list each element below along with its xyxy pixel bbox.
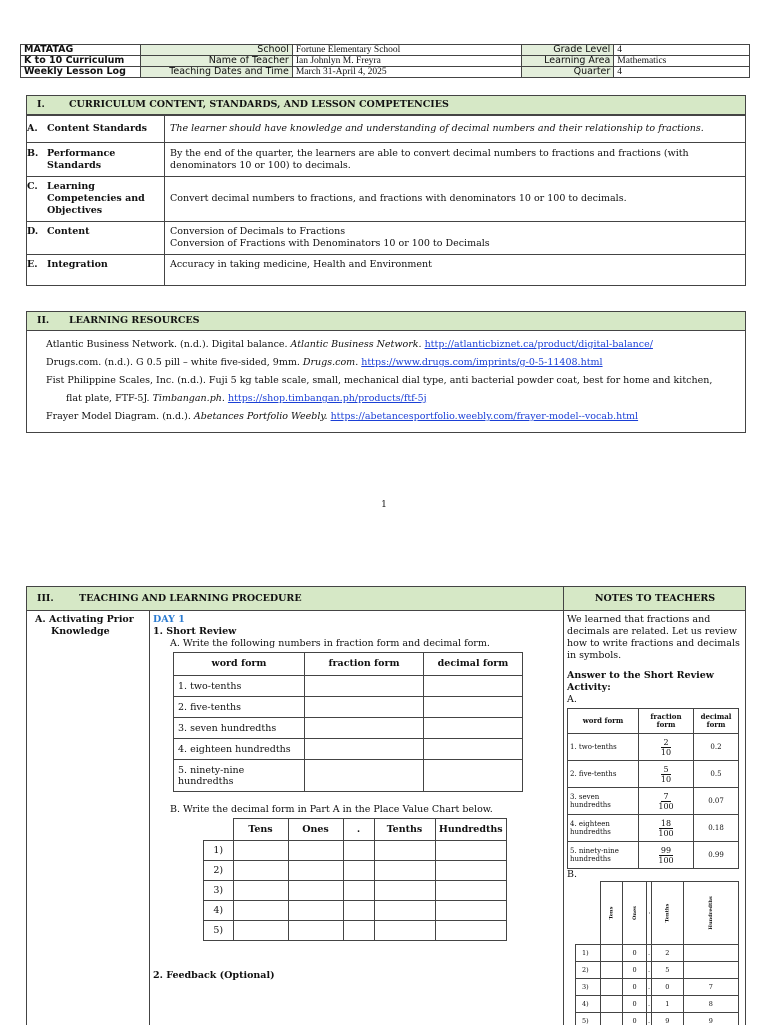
table-row: 4) 0 . 1 8 <box>576 996 739 1013</box>
activating-prior-knowledge-label: A. Activating Prior Knowledge <box>35 614 147 638</box>
fraction: $\frac{7}{100}$ <box>656 792 675 811</box>
table-row: 5) 0 . 9 9 <box>576 1013 739 1025</box>
answer-cell[interactable] <box>305 676 424 697</box>
header-title-line-2: K to 10 Curriculum <box>21 56 141 67</box>
procedure-content <box>153 614 559 650</box>
short-review-heading: 1. Short Review <box>153 626 559 638</box>
reference-link[interactable]: https://abetancesportfolio.weebly.com/frayer-model--vocab.html <box>331 411 639 422</box>
reference-list <box>27 331 745 431</box>
table-row: 1) 0 . 2 <box>576 945 739 962</box>
content-standards-text: The learner should have knowledge and understanding of decimal numbers and their relationship to fractions. <box>165 116 746 143</box>
table-row: 1) <box>204 841 507 861</box>
table-row: 2. five-tenths $\frac{5}{10}$ 0.5 <box>568 761 739 788</box>
short-review-table <box>173 652 523 792</box>
notes-to-teachers-heading: NOTES TO TEACHERS <box>563 587 746 610</box>
answer-key-table-b: Tens Ones . Tenths Hundredths 1) 0 . 2 2) 0 . 5 3) 0 . 0 7 4) 0 . 1 8 5) 0 . 9 9 <box>575 881 739 1025</box>
table-row: 2) <box>204 861 507 881</box>
col-fraction-form: fraction form <box>305 653 424 676</box>
col-word-form: word form <box>174 653 305 676</box>
answer-cell[interactable] <box>305 718 424 739</box>
school-label: School <box>140 45 292 56</box>
table-row: 5. ninety-nine hundredths $\frac{99}{100}$ 0.99 <box>568 842 739 869</box>
answer-cell[interactable] <box>424 739 523 760</box>
place-value-chart <box>203 818 507 941</box>
lesson-log-header <box>20 44 750 78</box>
learning-area-value: Mathematics <box>614 56 750 67</box>
section-1-heading <box>27 96 745 115</box>
integration-label: E. Integration <box>27 255 165 285</box>
col-tens: Tens <box>233 819 288 841</box>
teaching-procedure-section <box>26 586 746 1025</box>
table-row: 3. seven hundredths $\frac{7}{100}$ 0.07 <box>568 788 739 815</box>
fraction: $\frac{99}{100}$ <box>656 846 675 865</box>
table-row: 4. eighteen hundredths <box>174 739 523 760</box>
answer-part-a-label: A. <box>567 694 743 706</box>
learning-area-label: Learning Area <box>522 56 614 67</box>
section-1-title: CURRICULUM CONTENT, STANDARDS, AND LESSON COMPETENCIES <box>69 99 449 110</box>
header-title-line-3: Weekly Lesson Log <box>21 67 141 78</box>
section-2-title: LEARNING RESOURCES <box>69 315 200 326</box>
grade-level-value: 4 <box>614 45 750 56</box>
answer-cell[interactable] <box>424 760 523 792</box>
col-decimal-form: decimal form <box>424 653 523 676</box>
section-3-number: III. <box>37 587 79 610</box>
answer-cell[interactable] <box>424 697 523 718</box>
answer-cell[interactable] <box>305 697 424 718</box>
table-row: 2. five-tenths <box>174 697 523 718</box>
dates-label: Teaching Dates and Time <box>140 67 292 78</box>
curriculum-table <box>27 115 745 285</box>
table-row: 5. ninety-nine hundredths <box>174 760 523 792</box>
reference-link[interactable]: https://shop.timbangan.ph/products/ftf-5j <box>228 393 427 404</box>
quarter-value: 4 <box>614 67 750 78</box>
curriculum-section <box>26 95 746 286</box>
competencies-text: Convert decimal numbers to fractions, and fractions with denominators 10 or 100 to decimals. <box>165 177 746 222</box>
fraction: $\frac{5}{10}$ <box>659 765 673 784</box>
reference-item: Atlantic Business Network. (n.d.). Digital balance. Atlantic Business Network. http://atlanticbiznet.ca/product/digital-balance/ <box>46 336 726 354</box>
content-text: Conversion of Decimals to Fractions Conversion of Fractions with Denominators 10 or 100 to Decimals <box>165 222 746 255</box>
performance-standards-text: By the end of the quarter, the learners are able to convert decimal numbers to fractions and fractions (with denominators 10 or 100) to decimals. <box>165 143 746 177</box>
table-row: 5) <box>204 921 507 941</box>
table-row: 4. eighteen hundredths $\frac{18}{100}$ 0.18 <box>568 815 739 842</box>
col-ones: Ones <box>288 819 343 841</box>
col-hundredths: Hundredths <box>435 819 507 841</box>
section-2-heading <box>27 312 745 331</box>
integration-text: Accuracy in taking medicine, Health and Environment <box>165 255 746 285</box>
table-row: 1. two-tenths <box>174 676 523 697</box>
table-row: 3. seven hundredths <box>174 718 523 739</box>
table-row: 3) 0 . 0 7 <box>576 979 739 996</box>
col-point: . <box>343 819 374 841</box>
page-number: 1 <box>0 500 768 510</box>
teacher-value: Ian Johnlyn M. Freyra <box>292 56 522 67</box>
fraction: $\frac{18}{100}$ <box>656 819 675 838</box>
reference-item: Fist Philippine Scales, Inc. (n.d.). Fuji 5 kg table scale, small, mechanical dial type, anti bacterial powder coat, best for home and kitchen, flat plate, FTF-5J. Timbangan.ph. https://shop.timbangan.ph/products/ftf-5j <box>46 372 726 408</box>
answer-cell[interactable] <box>305 739 424 760</box>
day-label: DAY 1 <box>153 614 559 626</box>
table-row: 3) <box>204 881 507 901</box>
reference-link[interactable]: https://www.drugs.com/imprints/g-0-5-11408.html <box>361 357 602 368</box>
part-b-instruction: B. Write the decimal form in Part A in the Place Value Chart below. <box>170 804 493 816</box>
answer-key-title: Answer to the Short Review Activity: <box>567 670 743 694</box>
section-2-number: II. <box>37 312 69 330</box>
reference-item: Frayer Model Diagram. (n.d.). Abetances Portfolio Weebly. https://abetancesportfolio.weebly.com/frayer-model--vocab.html <box>46 408 726 426</box>
reference-link[interactable]: http://atlanticbiznet.ca/product/digital-balance/ <box>425 339 653 350</box>
performance-standards-label: B. Performance Standards <box>27 143 165 177</box>
section-3-heading <box>27 587 745 611</box>
col-tenths: Tenths <box>374 819 435 841</box>
teacher-label: Name of Teacher <box>140 56 292 67</box>
section-1-number: I. <box>37 96 69 114</box>
answer-cell[interactable] <box>424 676 523 697</box>
fraction: $\frac{2}{10}$ <box>659 738 673 757</box>
section-3-title: TEACHING AND LEARNING PROCEDURE <box>79 593 302 604</box>
answer-cell[interactable] <box>424 718 523 739</box>
answer-cell[interactable] <box>305 760 424 792</box>
grade-level-label: Grade Level <box>522 45 614 56</box>
dates-value: March 31-April 4, 2025 <box>292 67 522 78</box>
table-row: 1. two-tenths $\frac{2}{10}$ 0.2 <box>568 734 739 761</box>
quarter-label: Quarter <box>522 67 614 78</box>
reference-item: Drugs.com. (n.d.). G 0.5 pill – white five-sided, 9mm. Drugs.com. https://www.drugs.com/imprints/g-0-5-11408.html <box>46 354 726 372</box>
table-row: 4) <box>204 901 507 921</box>
learning-resources-section <box>26 311 746 433</box>
answer-key-table-a: word form fraction form decimal form 1. two-tenths $\frac{2}{10}$ 0.2 2. five-tenths $\frac{5}{10}$ 0.5 3. seven hundredths $\frac{7}{100}$ 0.07 4. eighteen hundredths $\frac{18}{100}$ 0.18 5. ninety-nine hundredths $\frac{99}{100}$ 0.99 <box>567 708 739 869</box>
school-value: Fortune Elementary School <box>292 45 522 56</box>
notes-to-teachers <box>567 614 743 1025</box>
header-title-line-1: MATATAG <box>21 45 141 56</box>
notes-intro: We learned that fractions and decimals are related. Let us review how to write fractions and decimals in symbols. <box>567 614 743 662</box>
table-row: 2) 0 . 5 <box>576 962 739 979</box>
competencies-label: C. Learning Competencies and Objectives <box>27 177 165 222</box>
content-standards-label: A. Content Standards <box>27 116 165 143</box>
feedback-heading: 2. Feedback (Optional) <box>153 970 275 982</box>
answer-part-b-label: B. <box>567 869 743 881</box>
content-label: D. Content <box>27 222 165 255</box>
part-a-instruction: A. Write the following numbers in fraction form and decimal form. <box>153 638 559 650</box>
